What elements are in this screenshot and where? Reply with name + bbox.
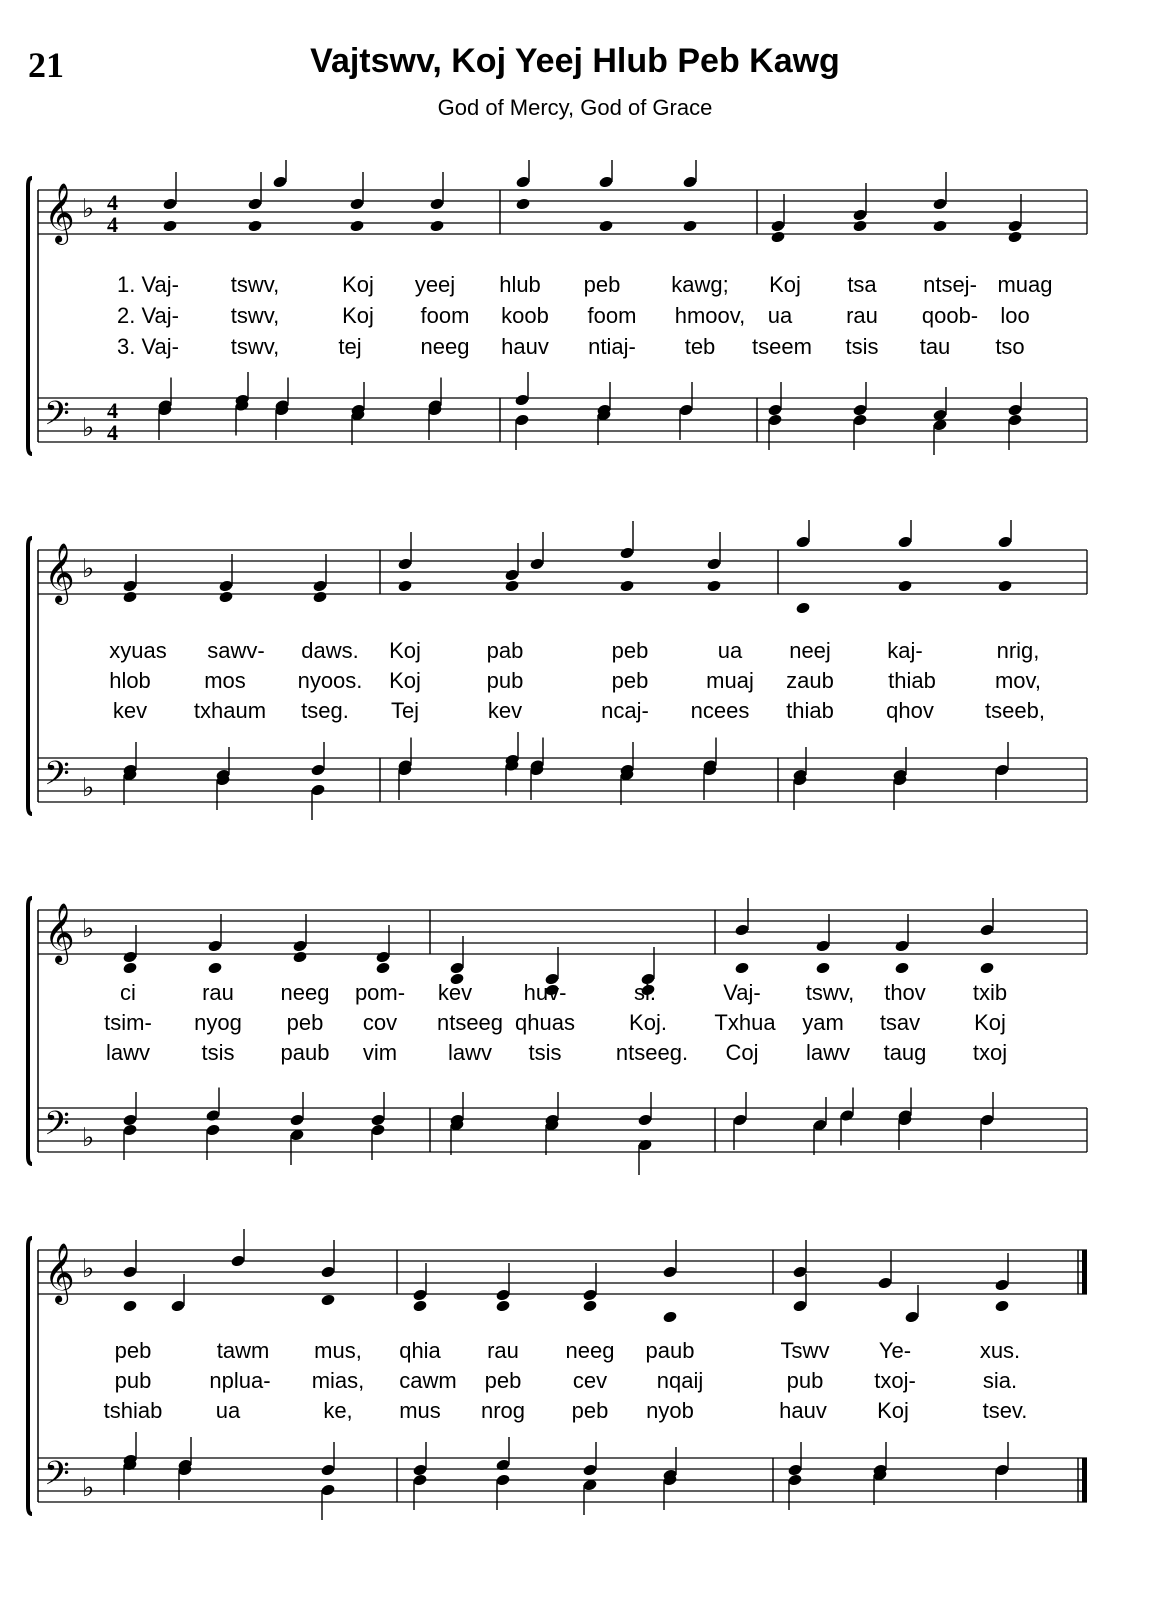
lyric-syllable: tshiab: [103, 1398, 163, 1423]
lyric-syllable: thiab: [888, 668, 936, 693]
lyric-syllable: nplua-: [209, 1368, 271, 1393]
lyric-syllable: Coj: [725, 1040, 759, 1065]
lyric-syllable: koob: [501, 303, 549, 328]
lyric-syllable: Koj: [342, 272, 374, 297]
lyric-syllable: neeg: [280, 980, 330, 1005]
lyric-syllable: kev: [437, 980, 473, 1005]
treble-notehead: [852, 219, 867, 232]
lyric-syllable: thiab: [786, 698, 834, 723]
treble-notehead: [429, 219, 444, 232]
lyric-syllable: nyob: [646, 1398, 694, 1423]
lyric-syllable: ntseeg: [436, 1010, 504, 1035]
lyric-syllable: yam: [802, 1010, 844, 1035]
music-system-1: [0, 160, 1150, 460]
lyric-syllable: Koj: [389, 668, 421, 693]
lyric-syllable: vim: [362, 1040, 398, 1065]
lyric-syllable: nyog: [194, 1010, 242, 1035]
treble-notehead: [662, 1310, 677, 1323]
flat-icon: ♭: [82, 914, 95, 944]
bass-clef-icon: 𝄢: [44, 1455, 70, 1501]
lyric-syllable: ntsej-: [923, 272, 977, 297]
lyric-syllable: tswv,: [230, 303, 280, 328]
system-bracket: [28, 538, 32, 814]
time-signature-digit: 4: [107, 398, 118, 423]
lyric-syllable: Txhua: [714, 1010, 776, 1035]
lyric-syllable: peb: [114, 1338, 152, 1363]
treble-notehead: [122, 590, 137, 603]
lyric-syllable: pub: [486, 668, 524, 693]
treble-notehead: [162, 219, 177, 232]
music-system-2: [0, 520, 1150, 820]
lyric-syllable: ntiaj-: [588, 334, 636, 359]
lyric-syllable: neeg: [420, 334, 470, 359]
system-bracket: [28, 178, 32, 454]
lyric-syllable: muag: [997, 272, 1053, 297]
lyric-syllable: Koj: [769, 272, 801, 297]
lyric-syllable: yeej: [414, 272, 456, 297]
lyric-syllable: nqaij: [656, 1368, 704, 1393]
treble-notehead: [207, 961, 222, 974]
lyric-syllable: sawv-: [207, 638, 265, 663]
lyric-syllable: ncaj-: [601, 698, 649, 723]
lyric-syllable: cev: [572, 1368, 608, 1393]
treble-notehead: [375, 961, 390, 974]
treble-notehead: [582, 1299, 597, 1312]
treble-notehead: [218, 590, 233, 603]
lyric-syllable: loo: [1000, 303, 1030, 328]
flat-icon: ♭: [82, 1254, 95, 1284]
lyric-syllable: tawm: [216, 1338, 270, 1363]
lyric-syllable: Ye-: [878, 1338, 912, 1363]
music-system-4: [0, 1220, 1150, 1540]
lyric-syllable: tso: [995, 334, 1025, 359]
treble-clef-icon: 𝄞: [44, 903, 75, 963]
lyric-syllable: mias,: [311, 1368, 365, 1393]
lyric-syllable: peb: [611, 638, 649, 663]
treble-notehead: [292, 950, 307, 963]
lyric-syllable: si.: [634, 980, 656, 1005]
lyric-syllable: Koj.: [629, 1010, 667, 1035]
lyric-syllable: tseg.: [301, 698, 349, 723]
treble-notehead: [894, 961, 909, 974]
lyric-syllable: nrog: [480, 1398, 526, 1423]
lyric-syllable: kev: [112, 698, 148, 723]
lyric-syllable: ke,: [323, 1398, 353, 1423]
lyric-syllable: mus,: [314, 1338, 362, 1363]
hymn-number: 21: [28, 45, 64, 85]
treble-notehead: [897, 579, 912, 592]
lyric-syllable: txhaum: [193, 698, 267, 723]
lyric-syllable: tau: [919, 334, 951, 359]
treble-notehead: [312, 590, 327, 603]
lyric-syllable: txoj-: [874, 1368, 916, 1393]
lyric-syllable: cawm: [399, 1368, 457, 1393]
lyric-syllable: tswv,: [230, 272, 280, 297]
lyric-syllable: mos: [204, 668, 246, 693]
treble-clef-icon: 𝄞: [44, 1243, 75, 1303]
lyric-syllable: tsis: [201, 1040, 235, 1065]
lyric-syllable: peb: [583, 272, 621, 297]
lyric-syllable: 2. Vaj-: [117, 303, 179, 328]
lyric-syllable: nyoos.: [297, 668, 363, 693]
lyric-syllable: hauv: [779, 1398, 827, 1423]
treble-notehead: [997, 579, 1012, 592]
lyric-syllable: peb: [571, 1398, 609, 1423]
lyric-syllable: huv-: [523, 980, 567, 1005]
treble-notehead: [320, 1293, 335, 1306]
lyric-syllable: qoob-: [921, 303, 979, 328]
hymn-subtitle: God of Mercy, God of Grace: [437, 95, 713, 120]
flat-icon: ♭: [82, 1123, 95, 1153]
flat-icon: ♭: [82, 554, 95, 584]
lyric-syllable: foom: [587, 303, 637, 328]
lyric-syllable: peb: [286, 1010, 324, 1035]
treble-notehead: [682, 219, 697, 232]
lyric-syllable: qhov: [886, 698, 934, 723]
lyric-syllable: Koj: [877, 1398, 909, 1423]
lyric-syllable: tsa: [847, 272, 877, 297]
lyric-syllable: rau: [202, 980, 234, 1005]
lyric-syllable: mus: [399, 1398, 441, 1423]
lyric-syllable: 1. Vaj-: [117, 272, 179, 297]
treble-notehead: [122, 1299, 137, 1312]
lyric-syllable: hmoov,: [674, 303, 746, 328]
system-svg: [0, 520, 1150, 820]
time-signature-digit: 4: [107, 420, 118, 445]
lyric-syllable: cov: [362, 1010, 398, 1035]
lyric-syllable: pub: [114, 1368, 152, 1393]
lyric-syllable: mov,: [994, 668, 1042, 693]
lyric-syllable: lawv: [447, 1040, 493, 1065]
lyric-syllable: txoj: [972, 1040, 1008, 1065]
lyric-syllable: xus.: [979, 1338, 1021, 1363]
lyric-syllable: zaub: [786, 668, 834, 693]
lyric-syllable: pub: [786, 1368, 824, 1393]
lyric-syllable: ci: [120, 980, 136, 1005]
treble-notehead: [495, 1299, 510, 1312]
lyric-syllable: tseem: [752, 334, 812, 359]
lyric-syllable: tseeb,: [985, 698, 1045, 723]
bass-clef-icon: 𝄢: [44, 1105, 70, 1151]
lyric-syllable: thov: [884, 980, 926, 1005]
lyric-syllable: hauv: [501, 334, 549, 359]
lyric-syllable: Koj: [389, 638, 421, 663]
flat-icon: ♭: [82, 773, 95, 803]
lyric-syllable: paub: [645, 1338, 695, 1363]
system-bracket: [28, 1238, 32, 1514]
lyric-syllable: nrig,: [996, 638, 1040, 663]
lyric-syllable: 3. Vaj-: [117, 334, 179, 359]
final-barline-thick: [1082, 1250, 1087, 1294]
lyric-syllable: hlub: [499, 272, 541, 297]
lyric-syllable: pab: [486, 638, 524, 663]
lyric-syllable: tej: [338, 334, 362, 359]
lyric-syllable: txib: [972, 980, 1008, 1005]
lyric-syllable: Koj: [974, 1010, 1006, 1035]
hymn-title: Vajtswv, Koj Yeej Hlub Peb Kawg: [310, 42, 840, 80]
music-system-3: [0, 870, 1150, 1180]
treble-notehead: [619, 579, 634, 592]
lyric-syllable: lawv: [105, 1040, 151, 1065]
treble-clef-icon: 𝄞: [44, 183, 75, 243]
lyric-syllable: Koj: [342, 303, 374, 328]
final-barline-thick: [1082, 1458, 1087, 1502]
treble-notehead: [770, 230, 785, 243]
treble-notehead: [979, 961, 994, 974]
flat-icon: ♭: [82, 413, 95, 443]
treble-notehead: [932, 219, 947, 232]
lyric-syllable: peb: [484, 1368, 522, 1393]
lyric-syllable: rau: [487, 1338, 519, 1363]
lyric-syllable: teb: [684, 334, 716, 359]
bass-clef-icon: 𝄢: [44, 395, 70, 441]
lyric-syllable: muaj: [706, 668, 754, 693]
treble-notehead: [598, 219, 613, 232]
lyric-syllable: peb: [611, 668, 649, 693]
lyric-syllable: Tej: [390, 698, 420, 723]
lyric-syllable: foom: [420, 303, 470, 328]
time-signature-digit: 4: [107, 212, 118, 237]
lyric-syllable: rau: [846, 303, 878, 328]
lyric-syllable: ncees: [690, 698, 750, 723]
treble-notehead: [795, 601, 810, 614]
treble-notehead: [504, 579, 519, 592]
lyric-syllable: pom-: [354, 980, 406, 1005]
lyric-syllable: hlob: [109, 668, 151, 693]
treble-notehead: [815, 961, 830, 974]
lyric-syllable: sia.: [982, 1368, 1018, 1393]
lyric-syllable: Vaj-: [723, 980, 761, 1005]
lyric-syllable: kawg;: [671, 272, 729, 297]
lyric-syllable: xyuas: [109, 638, 167, 663]
lyric-syllable: tsim-: [104, 1010, 152, 1035]
lyric-syllable: ua: [717, 638, 743, 663]
lyric-syllable: tsis: [528, 1040, 562, 1065]
lyric-syllable: ua: [215, 1398, 241, 1423]
lyric-syllable: kaj-: [887, 638, 923, 663]
lyric-syllable: ntseeg.: [615, 1040, 689, 1065]
treble-notehead: [412, 1299, 427, 1312]
lyric-syllable: qhuas: [515, 1010, 575, 1035]
treble-notehead: [734, 961, 749, 974]
system-bracket: [28, 898, 32, 1164]
time-signature-digit: 4: [107, 190, 118, 215]
treble-notehead: [994, 1299, 1009, 1312]
treble-notehead: [349, 219, 364, 232]
lyric-syllable: taug: [883, 1040, 927, 1065]
treble-notehead: [706, 579, 721, 592]
treble-notehead: [397, 579, 412, 592]
lyric-syllable: ua: [767, 303, 793, 328]
treble-notehead: [247, 219, 262, 232]
lyric-syllable: tswv,: [805, 980, 855, 1005]
lyric-syllable: daws.: [301, 638, 359, 663]
lyric-syllable: kev: [487, 698, 523, 723]
lyric-syllable: paub: [280, 1040, 330, 1065]
lyric-syllable: tsis: [845, 334, 879, 359]
lyric-syllable: tsev.: [982, 1398, 1028, 1423]
treble-notehead: [515, 197, 530, 210]
lyric-syllable: tsav: [879, 1010, 921, 1035]
flat-icon: ♭: [82, 194, 95, 224]
bass-clef-icon: 𝄢: [44, 755, 70, 801]
treble-notehead: [122, 961, 137, 974]
flat-icon: ♭: [82, 1473, 95, 1503]
lyric-syllable: Tswv: [780, 1338, 830, 1363]
lyric-syllable: neej: [789, 638, 831, 663]
treble-notehead: [1007, 230, 1022, 243]
lyric-syllable: lawv: [805, 1040, 851, 1065]
lyric-syllable: tswv,: [230, 334, 280, 359]
treble-clef-icon: 𝄞: [44, 543, 75, 603]
lyric-syllable: qhia: [399, 1338, 441, 1363]
lyric-syllable: neeg: [565, 1338, 615, 1363]
